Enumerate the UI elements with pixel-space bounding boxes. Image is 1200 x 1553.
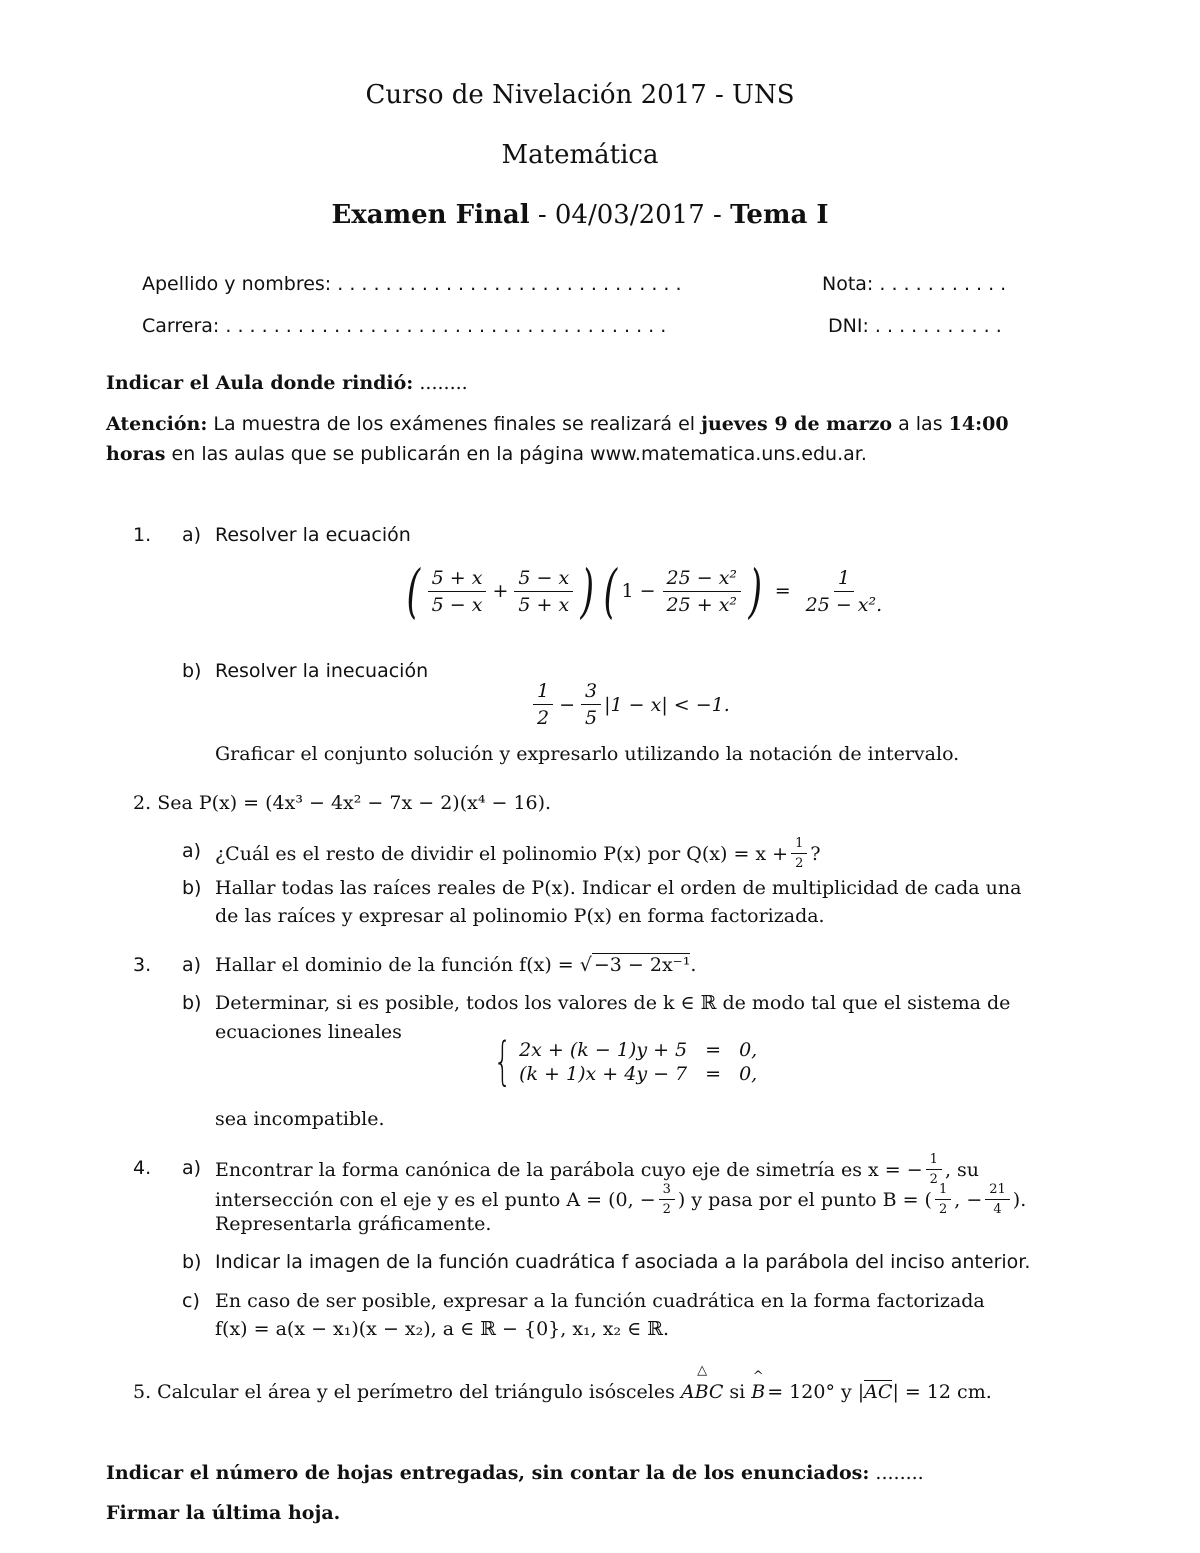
atencion-hours: horas <box>106 443 166 465</box>
nota-dots: . . . . . . . . . . . <box>879 273 1007 295</box>
q4a-frac-3-num: 1 <box>935 1182 951 1200</box>
q3b-system: { 2x + (k − 1)y + 5 = 0, (k + 1)x + 4y − 7 = 0, <box>493 1032 758 1092</box>
name-label: Apellido y nombres: <box>142 273 332 295</box>
q4b-text: Indicar la imagen de la función cuadrática f asociada a la parábola del inciso anterior. <box>215 1251 1031 1273</box>
ineq-frac-1-den: 2 <box>537 707 550 729</box>
q4a-label: a) <box>182 1157 202 1179</box>
triangle-abc <box>680 1363 724 1403</box>
angle-b-label: B <box>751 1381 766 1403</box>
sys-eq2-lhs: (k + 1)x + 4y − 7 <box>519 1063 688 1085</box>
ineq-frac-2-num: 3 <box>581 680 601 705</box>
q3b-text-1: Determinar, si es posible, todos los valores de k ∈ ℝ de modo tal que el sistema de <box>215 992 1011 1014</box>
q4a-text-1: Encontrar la forma canónica de la parábola cuyo eje de simetría es x = − <box>215 1158 923 1181</box>
dni-label: DNI: <box>828 315 869 337</box>
segment-ac: AC <box>864 1381 893 1403</box>
q4a-text-2-end: ). <box>1012 1188 1027 1211</box>
eq-rhs-num: 1 <box>834 567 854 592</box>
footer-line-2: Firmar la última hoja. <box>106 1502 341 1524</box>
ineq-frac-1-num: 1 <box>533 680 553 705</box>
q2a-frac-num: 1 <box>791 836 807 854</box>
q1a-label: a) <box>182 524 202 546</box>
q2b-label: b) <box>182 877 202 899</box>
dni-field <box>828 315 1002 337</box>
q3b-text-2: ecuaciones lineales <box>215 1021 402 1043</box>
triangle-icon: △ <box>697 1363 708 1378</box>
exam-title <box>0 200 1160 230</box>
q1a-equation: ( $\frac{5 + x}{5 - x}$ + $\frac{5 - x}{5 + x}$ ) ( 1 − $\frac{\text{25 − x²}}{\text{25 + x²}}$ ) = $\frac{1}{\text{25 − x².}}$ <box>402 562 889 620</box>
eq-frac-1 <box>428 567 487 616</box>
sys-eq2-rhs: 0, <box>739 1063 758 1085</box>
eq-frac-2 <box>514 567 573 616</box>
q2a-frac-den: 2 <box>795 856 804 871</box>
sys-eq1-rhs: 0, <box>739 1039 758 1061</box>
q3a-text <box>215 954 696 976</box>
atencion-line-1 <box>106 413 1009 435</box>
exam-title-bold: Examen Final <box>331 200 530 230</box>
q5-text-2: si <box>729 1381 746 1403</box>
q2-statement: Sea P(x) = (4x³ − 4x² − 7x − 2)(x⁴ − 16). <box>157 792 552 814</box>
atencion-text-1: La muestra de los exámenes finales se realizará el <box>207 413 702 435</box>
name-field <box>142 273 682 295</box>
q1b-label: b) <box>182 660 202 682</box>
sys-eq2-equals: = <box>705 1063 722 1085</box>
q1b-text: Resolver la inecuación <box>215 660 429 682</box>
q4a-frac-1-num: 1 <box>926 1152 942 1170</box>
q4a-comma: , − <box>954 1188 983 1211</box>
q3a-end: . <box>690 954 697 976</box>
footer-line-1 <box>106 1462 924 1484</box>
aula-line <box>106 372 468 394</box>
ineq-frac-2 <box>581 680 601 729</box>
q4a-frac-2-den: 2 <box>662 1202 671 1217</box>
q4-number: 4. <box>133 1157 152 1179</box>
ineq-tail: |1 − x| < −1. <box>604 693 730 716</box>
atencion-label: Atención: <box>106 413 208 435</box>
q5-text-4: | = 12 cm. <box>892 1381 992 1403</box>
q4a-frac-1-den: 2 <box>929 1172 938 1187</box>
exam-title-tema: Tema I <box>730 200 829 230</box>
q3a-sqrt: −3 − 2x⁻¹ <box>593 954 691 976</box>
eq-frac-2-den: 5 + x <box>518 593 570 616</box>
sys-eq1-lhs: 2x + (k − 1)y + 5 <box>519 1039 688 1061</box>
q2-text <box>133 792 551 814</box>
atencion-text-2: a las <box>892 413 949 435</box>
q4a-text-2-mid: ) y pasa por el punto B = ( <box>677 1188 932 1211</box>
sys-eq1-equals: = <box>705 1039 722 1061</box>
eq-frac-3 <box>663 567 742 616</box>
atencion-time: 14:00 <box>948 413 1009 435</box>
atencion-date: jueves 9 de marzo <box>701 413 893 435</box>
q4a-frac-2 <box>659 1182 675 1217</box>
carrera-dots: . . . . . . . . . . . . . . . . . . . . . . . . . . . . . . . . . . . . . <box>225 315 667 337</box>
eq-frac-3-num: 25 − x² <box>663 567 742 592</box>
q3-number: 3. <box>133 954 152 976</box>
ineq-frac-2-den: 5 <box>585 707 598 729</box>
eq-frac-3-den: 25 + x² <box>666 593 738 616</box>
q4a-frac-2-num: 3 <box>659 1182 675 1200</box>
q2a-statement: ¿Cuál es el resto de dividir el polinomio P(x) por Q(x) = x + <box>215 842 789 865</box>
q3a-statement: Hallar el dominio de la función f(x) = √ <box>215 954 592 976</box>
q4b-label: b) <box>182 1251 202 1273</box>
q1b-text2: Graficar el conjunto solución y expresarlo utilizando la notación de intervalo. <box>215 743 960 765</box>
angle-b <box>751 1369 766 1403</box>
q1-number: 1. <box>133 524 152 546</box>
q5-text-3: = 120° y | <box>767 1381 865 1403</box>
q2a-text <box>215 836 821 871</box>
eq-frac-rhs <box>802 567 887 616</box>
q4a-frac-3 <box>935 1182 951 1217</box>
q4c-text-2: f(x) = a(x − x₁)(x − x₂), a ∈ ℝ − {0}, x₁, x₂ ∈ ℝ. <box>215 1318 670 1340</box>
carrera-field <box>142 315 666 337</box>
q3b-text-3: sea incompatible. <box>215 1108 385 1130</box>
triangle-label: ABC <box>680 1381 724 1403</box>
q4a-text-2: intersección con el eje y es el punto A = (0, − <box>215 1188 656 1211</box>
nota-label: Nota: <box>822 273 874 295</box>
name-dots: . . . . . . . . . . . . . . . . . . . . . . . . . . . . . <box>337 273 682 295</box>
q4a-frac-3-den: 2 <box>938 1202 948 1217</box>
hat-icon: ^ <box>752 1369 764 1384</box>
aula-label: Indicar el Aula donde rindió: <box>106 372 414 394</box>
q4c-text-1: En caso de ser posible, expresar a la función cuadrática en la forma factorizada <box>215 1290 985 1312</box>
atencion-line-2 <box>106 443 867 465</box>
q2-number: 2. <box>133 792 152 814</box>
q3b-label: b) <box>182 992 202 1014</box>
q4a-text-1-end: , su <box>944 1158 980 1181</box>
q2b-text-2: de las raíces y expresar al polinomio P(x) en forma factorizada. <box>215 905 825 927</box>
dni-dots: . . . . . . . . . . . <box>874 315 1002 337</box>
carrera-label: Carrera: <box>142 315 220 337</box>
ineq-frac-1 <box>533 680 553 729</box>
atencion-text-3: en las aulas que se publicarán en la página www.matematica.uns.edu.ar. <box>165 443 867 465</box>
eq-rhs-den: 25 − x². <box>805 593 883 616</box>
q2a-frac <box>791 836 807 871</box>
q3a-label: a) <box>182 954 202 976</box>
aula-dots: ........ <box>419 372 468 394</box>
q2b-text-1: Hallar todas las raíces reales de P(x). Indicar el orden de multiplicidad de cada una <box>215 877 1022 899</box>
hojas-dots: ........ <box>875 1462 924 1484</box>
eq-frac-1-den: 5 − x <box>431 593 483 616</box>
hojas-label: Indicar el número de hojas entregadas, sin contar la de los enunciados: <box>106 1462 870 1484</box>
q4a-frac-4-num: 21 <box>985 1182 1010 1200</box>
nota-field <box>822 273 1006 295</box>
course-title: Curso de Nivelación 2017 - UNS <box>365 80 795 110</box>
q2a-label: a) <box>182 840 202 862</box>
eq-frac-1-num: 5 + x <box>428 567 487 592</box>
q2a-end: ? <box>810 842 821 865</box>
q5-number: 5. <box>133 1381 152 1403</box>
q5-line <box>133 1363 992 1403</box>
q4a-frac-4 <box>985 1182 1010 1217</box>
q5-text-1: Calcular el área y el perímetro del triángulo isósceles <box>157 1381 675 1403</box>
q4a-frac-4-den: 4 <box>993 1202 1002 1217</box>
q4a-line-2 <box>215 1182 1026 1217</box>
subject-title: Matemática <box>501 140 659 170</box>
eq-frac-2-num: 5 − x <box>514 567 573 592</box>
q1b-inequation: $\frac{1}{2}$ − $\frac{3}{5}$ |1 − x| < −1. <box>530 680 730 729</box>
q1a-text: Resolver la ecuación <box>215 524 411 546</box>
q4a-text-3: Representarla gráficamente. <box>215 1213 492 1235</box>
exam-title-date: - 04/03/2017 - <box>529 200 731 230</box>
q4c-label: c) <box>182 1290 200 1312</box>
